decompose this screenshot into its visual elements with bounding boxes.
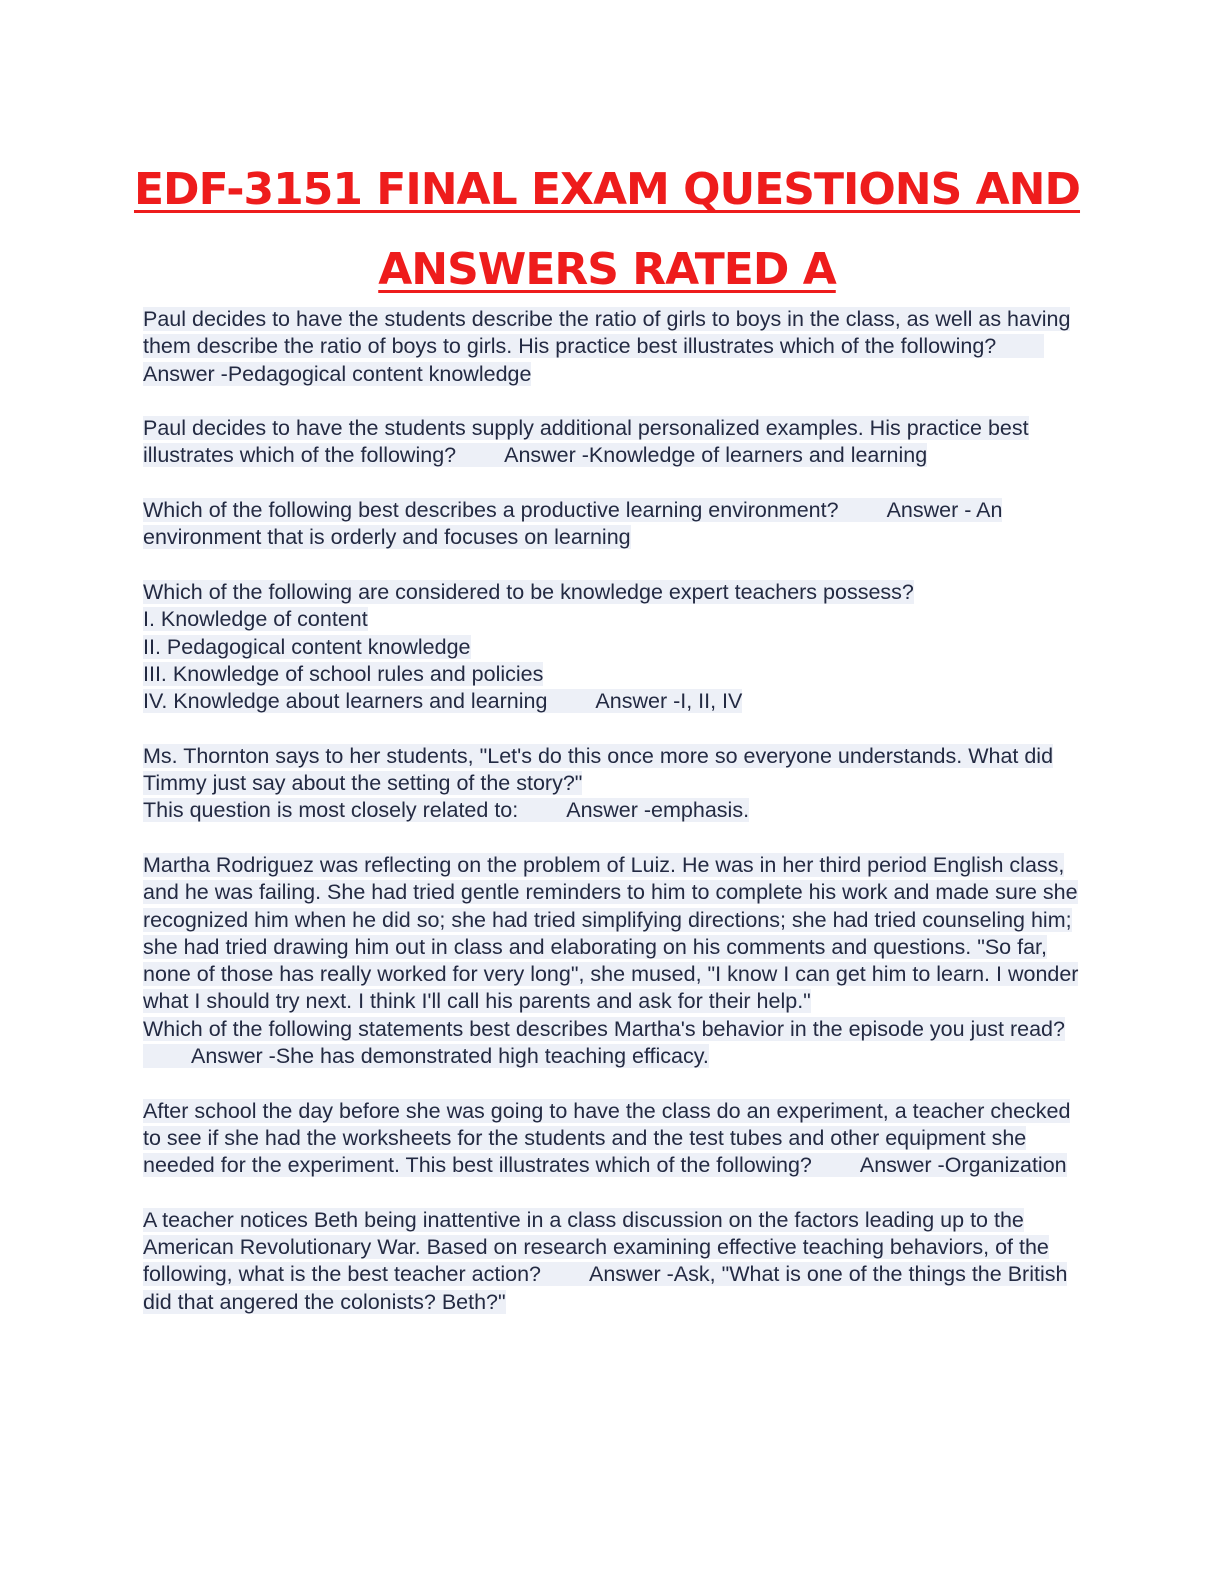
title-line-2: ANSWERS RATED A (378, 244, 836, 295)
qa-item (143, 743, 1083, 825)
question-text: After school the day before she was going to have the class do an experiment, a teacher checked to see if she had the worksheets for the students and the test tubes and other equipment she needed for the experiment. This best illustrates which of the following? (143, 1098, 1071, 1178)
qa-item (143, 497, 1083, 552)
answer-text: Answer - An environment that is orderly and focuses on learning (143, 498, 1003, 550)
answer-text: Answer -Knowledge of learners and learning (504, 443, 928, 468)
qa-list (143, 306, 1083, 1343)
qa-item (143, 415, 1083, 470)
option-item: II. Pedagogical content knowledge (143, 634, 471, 659)
answer-text: Answer -Pedagogical content knowledge (143, 361, 532, 386)
question-text: Which of the following are considered to be knowledge expert teachers possess? (143, 579, 914, 604)
title-line-1: EDF-3151 FINAL EXAM QUESTIONS AND (133, 164, 1081, 215)
qa-item (143, 306, 1083, 388)
question-text: Martha Rodriguez was reflecting on the problem of Luiz. He was in her third period English class, and he was failing. She had tried gentle reminders to him to complete his work and made sure she recognized him when he did so; she had tried simplifying directions; she had tried counseling him; she had tried drawing him out in class and elaborating on his comments and questions. "So far, none of those has really worked for very long", she mused, "I know I can get him to learn. I wonder what I should try next. I think I'll call his parents and ask for their help." (143, 852, 1079, 1014)
question-text: Paul decides to have the students describe the ratio of girls to boys in the class, as well as having them describe the ratio of boys to girls. His practice best illustrates which of the following? (143, 307, 1071, 359)
document-title (90, 150, 1124, 310)
question-text: Ms. Thornton says to her students, "Let's do this once more so everyone understands. What did Timmy just say about the setting of the story?" (143, 743, 1054, 796)
question-text-2: Which of the following statements best describes Martha's behavior in the episode you just read? (143, 1016, 1065, 1041)
qa-item (143, 1098, 1083, 1180)
question-text: A teacher notices Beth being inattentive in a class discussion on the factors leading up to the American Revolutionary War. Based on research examining effective teaching behaviors, of the following, what is the best teacher action? (143, 1207, 1049, 1287)
qa-item (143, 1207, 1083, 1316)
answer-text: Answer -I, II, IV (595, 689, 743, 714)
option-item: I. Knowledge of content (143, 607, 368, 632)
qa-item (143, 579, 1083, 715)
qa-item (143, 852, 1083, 1070)
question-text: Which of the following best describes a productive learning environment? (143, 498, 839, 523)
answer-text: Answer -Organization (859, 1153, 1067, 1178)
answer-text: Answer -emphasis. (566, 798, 750, 823)
question-text-2: This question is most closely related to: (143, 798, 519, 823)
question-text: Paul decides to have the students supply additional personalized examples. His practice best illustrates which of the following? (143, 416, 1029, 468)
answer-text: Answer -Ask, "What is one of the things the British did that angered the colonists? Beth?" (143, 1262, 1068, 1314)
answer-text: Answer -She has demonstrated high teaching efficacy. (191, 1044, 709, 1069)
option-item: IV. Knowledge about learners and learning (143, 689, 548, 714)
option-item: III. Knowledge of school rules and policies (143, 661, 544, 686)
